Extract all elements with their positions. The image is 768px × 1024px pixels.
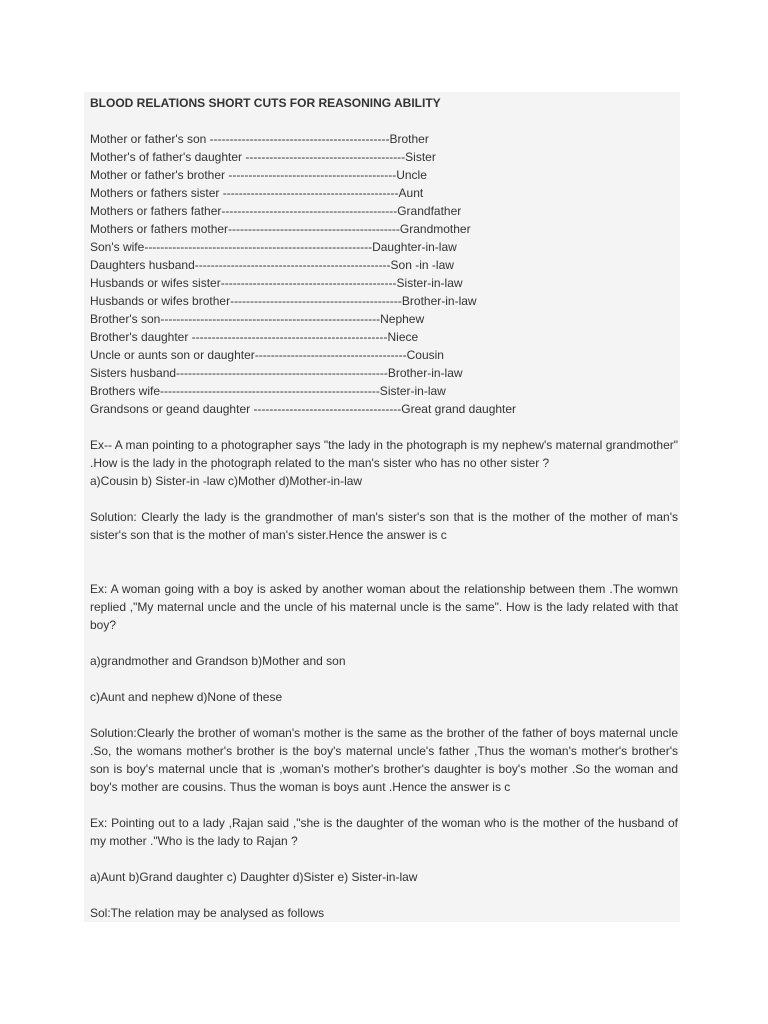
- example-1-question: Ex-- A man pointing to a photographer says "the lady in the photograph is my nephew's maternal grandmother" .How is the lady in the photograph related to the man's sister who has no other sister ?: [90, 438, 678, 470]
- relation-line: Uncle or aunts son or daughter--------------------------------------Cousin: [90, 348, 444, 362]
- relation-line: Brother's son-------------------------------------------------------Nephew: [90, 312, 425, 326]
- relation-line: Sisters husband-----------------------------------------------------Brother-in-law: [90, 366, 463, 380]
- relation-line: Brothers wife-------------------------------------------------------Sister-in-law: [90, 384, 446, 398]
- example-3-options: a)Aunt b)Grand daughter c) Daughter d)Sister e) Sister-in-law: [90, 870, 418, 884]
- relation-line: Mothers or fathers mother-------------------------------------------Grandmother: [90, 222, 471, 236]
- example-2-question: Ex: A woman going with a boy is asked by another woman about the relationship between them .The womwn replied ,"My maternal uncle and the uncle of his maternal uncle is the same". How is the lady related with that boy?: [90, 582, 678, 632]
- relation-line: Mother or father's brother ------------------------------------------Uncle: [90, 168, 427, 182]
- example-1-solution: Solution: Clearly the lady is the grandmother of man's sister's son that is the mother of the mother of man's sister's son that is the mother of man's sister.Hence the answer is c: [90, 510, 678, 542]
- example-2-options-2: c)Aunt and nephew d)None of these: [90, 690, 283, 704]
- relations-list: [90, 130, 678, 418]
- spacer: [90, 562, 678, 580]
- example-1-block: [90, 436, 678, 490]
- example-2-solution: Solution:Clearly the brother of woman's mother is the same as the brother of the father of boys maternal uncle .So, the womans mother's brother is the boy's maternal uncle's father ,Thus the woman's mother's brother's son is boy's maternal uncle that is ,woman's mother's brother's daughter is boy's mother .So the woman and boy's mother are cousins. Thus the woman is boys aunt .Hence the answer is c: [90, 726, 678, 794]
- relation-line: Brother's daughter -------------------------------------------------Niece: [90, 330, 419, 344]
- document-content: [90, 94, 678, 940]
- relation-line: Son's wife---------------------------------------------------------Daughter-in-law: [90, 240, 457, 254]
- document-title: BLOOD RELATIONS SHORT CUTS FOR REASONING ABILITY: [90, 96, 441, 110]
- relation-line: Daughters husband-------------------------------------------------Son -in -law: [90, 258, 454, 272]
- example-1-options: a)Cousin b) Sister-in -law c)Mother d)Mother-in-law: [90, 474, 363, 488]
- example-2-options-1: a)grandmother and Grandson b)Mother and son: [90, 654, 346, 668]
- relation-line: Mother's of father's daughter ----------------------------------------Sister: [90, 150, 436, 164]
- relation-line: Husbands or wifes sister--------------------------------------------Sister-in-law: [90, 276, 463, 290]
- example-3-question: Ex: Pointing out to a lady ,Rajan said ,"she is the daughter of the woman who is the mother of the husband of my mother ."Who is the lady to Rajan ?: [90, 816, 678, 848]
- relation-line: Mothers or fathers sister --------------------------------------------Aunt: [90, 186, 424, 200]
- relation-line: Mother or father's son ---------------------------------------------Brother: [90, 132, 429, 146]
- relation-line: Grandsons or geand daughter -------------------------------------Great grand daughter: [90, 402, 517, 416]
- example-3-solution: Sol:The relation may be analysed as follows: [90, 906, 325, 920]
- relation-line: Husbands or wifes brother-------------------------------------------Brother-in-law: [90, 294, 477, 308]
- relation-line: Mothers or fathers father--------------------------------------------Grandfather: [90, 204, 462, 218]
